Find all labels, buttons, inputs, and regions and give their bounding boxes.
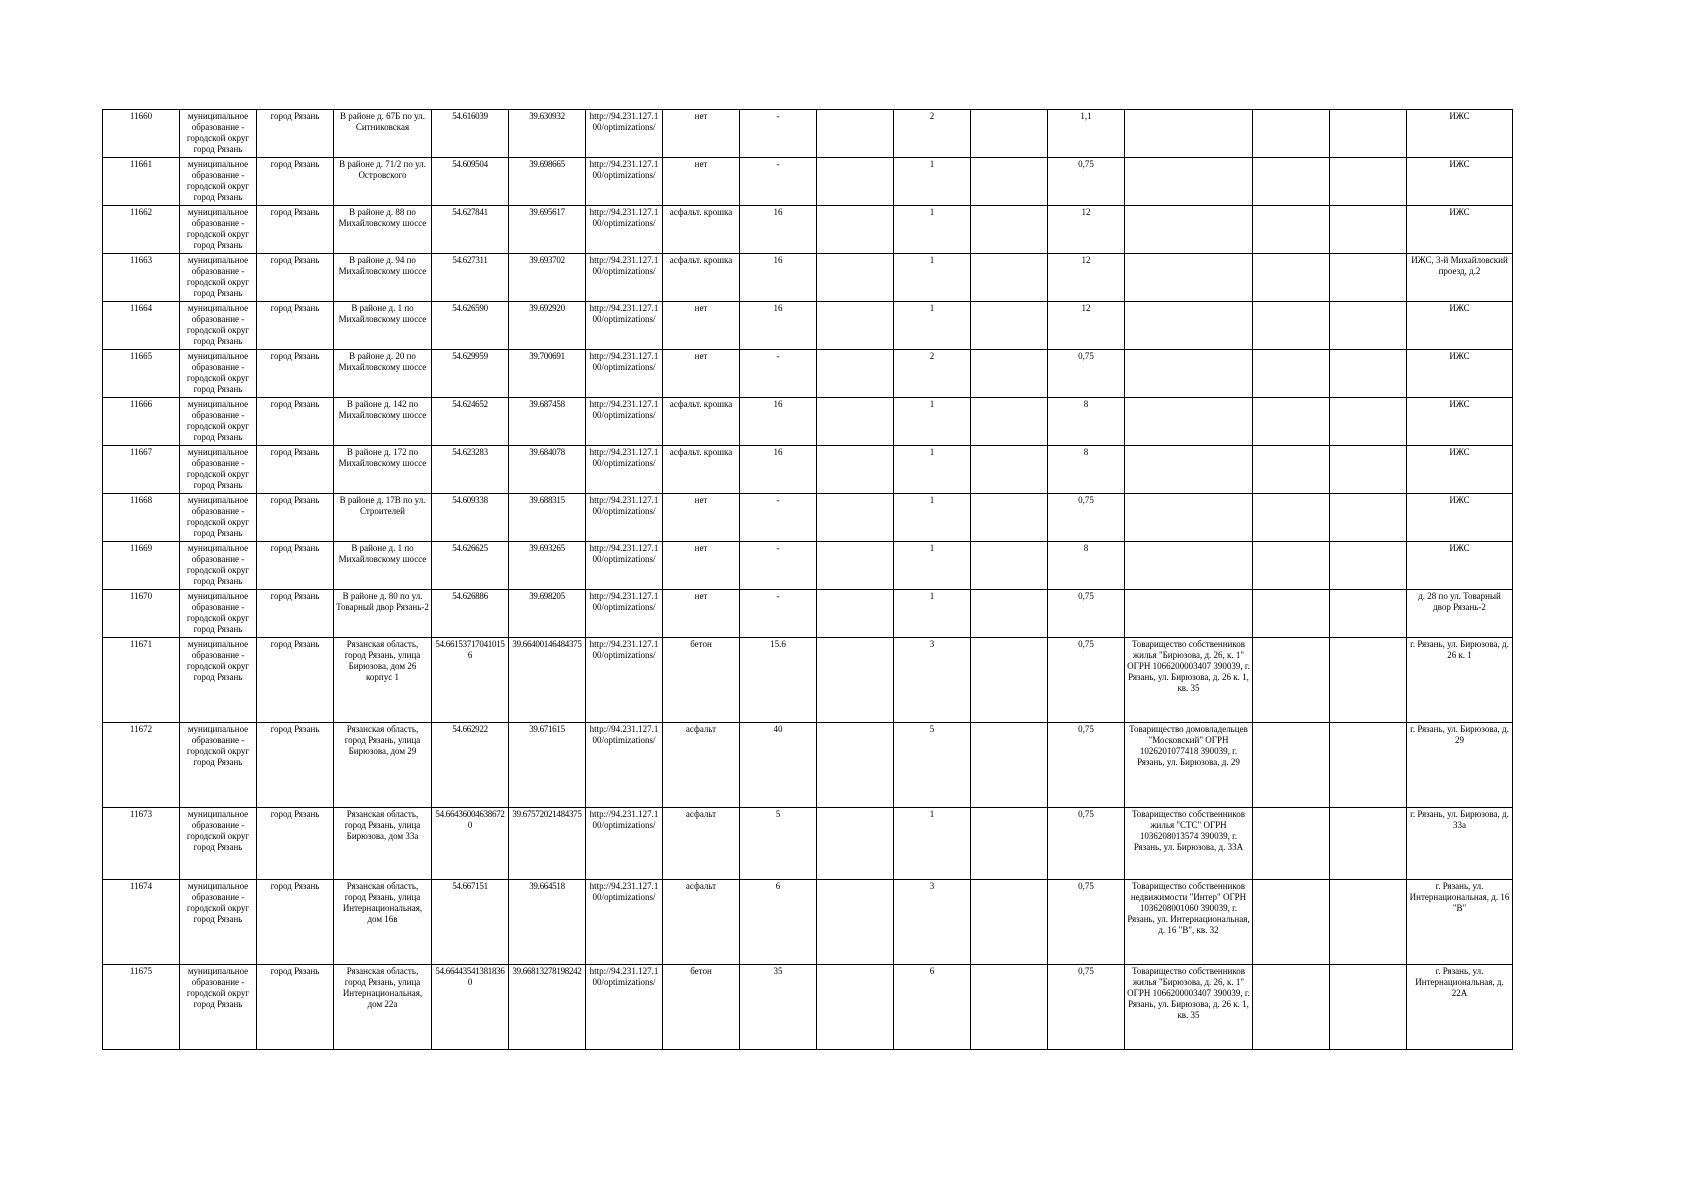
- empty-cell: [1253, 965, 1330, 1050]
- empty-cell: [1253, 350, 1330, 398]
- table-row: [103, 302, 1513, 350]
- surface-cell: нет: [663, 350, 740, 398]
- surface-cell: нет: [663, 110, 740, 158]
- city-cell: город Рязань: [257, 965, 334, 1050]
- area-cell: 6: [740, 880, 817, 965]
- volume-cell: 8: [1048, 542, 1125, 590]
- owner-cell: Товарищество домовладельцев "Московский" ОГРН 1026201077418 390039, г. Рязань, ул. Бирюзова, д. 29: [1125, 723, 1253, 808]
- table-row: [103, 398, 1513, 446]
- longitude-cell: 39.687458: [509, 398, 586, 446]
- waste-source-cell: ИЖС: [1407, 494, 1513, 542]
- volume-cell: 12: [1048, 206, 1125, 254]
- municipality-cell: муниципальное образование - городской округ город Рязань: [180, 723, 257, 808]
- empty-cell: [1330, 446, 1407, 494]
- container-count-cell: 1: [894, 254, 971, 302]
- city-cell: город Рязань: [257, 398, 334, 446]
- surface-cell: бетон: [663, 638, 740, 723]
- empty-cell: [1253, 254, 1330, 302]
- empty-cell: [1253, 446, 1330, 494]
- empty-cell: [817, 494, 894, 542]
- empty-cell: [1253, 542, 1330, 590]
- area-cell: 16: [740, 254, 817, 302]
- row-id: 11673: [103, 808, 180, 880]
- row-id: 11669: [103, 542, 180, 590]
- volume-cell: 0,75: [1048, 880, 1125, 965]
- empty-cell: [1253, 110, 1330, 158]
- area-cell: -: [740, 158, 817, 206]
- area-cell: 16: [740, 398, 817, 446]
- empty-cell: [817, 880, 894, 965]
- longitude-cell: 39.630932: [509, 110, 586, 158]
- map-link-cell: http://94.231.127.100/optimizations/: [586, 880, 663, 965]
- surface-cell: асфальт: [663, 723, 740, 808]
- latitude-cell: 54.626590: [432, 302, 509, 350]
- map-link-cell: http://94.231.127.100/optimizations/: [586, 158, 663, 206]
- row-id: 11674: [103, 880, 180, 965]
- row-id: 11664: [103, 302, 180, 350]
- area-cell: 35: [740, 965, 817, 1050]
- address-cell: Рязанская область, город Рязань, улица Бирюзова, дом 33а: [334, 808, 432, 880]
- map-link-cell: http://94.231.127.100/optimizations/: [586, 542, 663, 590]
- owner-cell: [1125, 158, 1253, 206]
- surface-cell: нет: [663, 542, 740, 590]
- city-cell: город Рязань: [257, 206, 334, 254]
- address-cell: В районе д. 17В по ул. Строителей: [334, 494, 432, 542]
- longitude-cell: 39.66813278198242: [509, 965, 586, 1050]
- volume-cell: 0,75: [1048, 638, 1125, 723]
- container-count-cell: 6: [894, 965, 971, 1050]
- map-link-cell: http://94.231.127.100/optimizations/: [586, 494, 663, 542]
- empty-cell: [1330, 638, 1407, 723]
- table-row: [103, 723, 1513, 808]
- table-row: [103, 808, 1513, 880]
- volume-cell: 1,1: [1048, 110, 1125, 158]
- map-link-cell: http://94.231.127.100/optimizations/: [586, 350, 663, 398]
- table-row: [103, 638, 1513, 723]
- latitude-cell: 54.661537170410156: [432, 638, 509, 723]
- area-cell: -: [740, 110, 817, 158]
- map-link-cell: http://94.231.127.100/optimizations/: [586, 302, 663, 350]
- surface-cell: асфальт. крошка: [663, 398, 740, 446]
- owner-cell: [1125, 302, 1253, 350]
- row-id: 11666: [103, 398, 180, 446]
- map-link-cell: http://94.231.127.100/optimizations/: [586, 398, 663, 446]
- empty-cell: [817, 965, 894, 1050]
- table-row: [103, 880, 1513, 965]
- registry-sheet: [102, 109, 1513, 1050]
- empty-cell: [1253, 302, 1330, 350]
- city-cell: город Рязань: [257, 723, 334, 808]
- municipality-cell: муниципальное образование - городской округ город Рязань: [180, 494, 257, 542]
- empty-cell: [1253, 494, 1330, 542]
- map-link-cell: http://94.231.127.100/optimizations/: [586, 206, 663, 254]
- empty-cell: [971, 494, 1048, 542]
- empty-cell: [1330, 398, 1407, 446]
- volume-cell: 0,75: [1048, 723, 1125, 808]
- longitude-cell: 39.671615: [509, 723, 586, 808]
- longitude-cell: 39.692920: [509, 302, 586, 350]
- empty-cell: [1330, 206, 1407, 254]
- volume-cell: 0,75: [1048, 808, 1125, 880]
- volume-cell: 8: [1048, 398, 1125, 446]
- container-count-cell: 2: [894, 110, 971, 158]
- waste-source-cell: г. Рязань, ул. Интернациональная, д. 16 "В": [1407, 880, 1513, 965]
- longitude-cell: 39.67572021484375: [509, 808, 586, 880]
- city-cell: город Рязань: [257, 638, 334, 723]
- surface-cell: бетон: [663, 965, 740, 1050]
- map-link-cell: http://94.231.127.100/optimizations/: [586, 723, 663, 808]
- container-count-cell: 1: [894, 542, 971, 590]
- longitude-cell: 39.700691: [509, 350, 586, 398]
- waste-source-cell: г. Рязань, ул. Бирюзова, д. 33а: [1407, 808, 1513, 880]
- latitude-cell: 54.616039: [432, 110, 509, 158]
- latitude-cell: 54.623283: [432, 446, 509, 494]
- latitude-cell: 54.667151: [432, 880, 509, 965]
- container-count-cell: 1: [894, 302, 971, 350]
- volume-cell: 0,75: [1048, 590, 1125, 638]
- table-row: [103, 965, 1513, 1050]
- row-id: 11661: [103, 158, 180, 206]
- empty-cell: [1253, 723, 1330, 808]
- empty-cell: [1330, 254, 1407, 302]
- waste-source-cell: ИЖС: [1407, 350, 1513, 398]
- city-cell: город Рязань: [257, 302, 334, 350]
- volume-cell: 0,75: [1048, 965, 1125, 1050]
- empty-cell: [1330, 350, 1407, 398]
- empty-cell: [971, 446, 1048, 494]
- container-count-cell: 5: [894, 723, 971, 808]
- longitude-cell: 39.693702: [509, 254, 586, 302]
- table-row: [103, 350, 1513, 398]
- table-row: [103, 206, 1513, 254]
- city-cell: город Рязань: [257, 494, 334, 542]
- address-cell: В районе д. 94 по Михайловскому шоссе: [334, 254, 432, 302]
- waste-source-cell: ИЖС: [1407, 446, 1513, 494]
- empty-cell: [1253, 158, 1330, 206]
- municipality-cell: муниципальное образование - городской округ город Рязань: [180, 110, 257, 158]
- area-cell: 40: [740, 723, 817, 808]
- address-cell: В районе д. 88 по Михайловскому шоссе: [334, 206, 432, 254]
- empty-cell: [1253, 638, 1330, 723]
- address-cell: Рязанская область, город Рязань, улица Бирюзова, дом 26 корпус 1: [334, 638, 432, 723]
- latitude-cell: 54.629959: [432, 350, 509, 398]
- waste-source-cell: г. Рязань, ул. Интернациональная, д. 22А: [1407, 965, 1513, 1050]
- owner-cell: Товарищество собственников жилья "Бирюзова, д. 26, к. 1" ОГРН 1066200003407 390039, г. Рязань, ул. Бирюзова, д. 26 к. 1, кв. 35: [1125, 965, 1253, 1050]
- latitude-cell: 54.626886: [432, 590, 509, 638]
- waste-source-cell: ИЖС: [1407, 302, 1513, 350]
- empty-cell: [817, 590, 894, 638]
- owner-cell: [1125, 350, 1253, 398]
- waste-source-cell: г. Рязань, ул. Бирюзова, д. 26 к. 1: [1407, 638, 1513, 723]
- address-cell: В районе д. 67Б по ул. Ситниковская: [334, 110, 432, 158]
- surface-cell: нет: [663, 302, 740, 350]
- empty-cell: [817, 158, 894, 206]
- table-row: [103, 158, 1513, 206]
- latitude-cell: 54.662922: [432, 723, 509, 808]
- longitude-cell: 39.693265: [509, 542, 586, 590]
- empty-cell: [971, 350, 1048, 398]
- empty-cell: [971, 542, 1048, 590]
- empty-cell: [817, 808, 894, 880]
- longitude-cell: 39.698665: [509, 158, 586, 206]
- volume-cell: 0,75: [1048, 494, 1125, 542]
- owner-cell: [1125, 590, 1253, 638]
- owner-cell: [1125, 398, 1253, 446]
- empty-cell: [971, 206, 1048, 254]
- map-link-cell: http://94.231.127.100/optimizations/: [586, 446, 663, 494]
- empty-cell: [1330, 494, 1407, 542]
- municipality-cell: муниципальное образование - городской округ город Рязань: [180, 446, 257, 494]
- city-cell: город Рязань: [257, 808, 334, 880]
- row-id: 11662: [103, 206, 180, 254]
- waste-source-cell: ИЖС: [1407, 158, 1513, 206]
- municipality-cell: муниципальное образование - городской округ город Рязань: [180, 638, 257, 723]
- latitude-cell: 54.664435413818360: [432, 965, 509, 1050]
- table-row: [103, 446, 1513, 494]
- empty-cell: [971, 723, 1048, 808]
- owner-cell: [1125, 254, 1253, 302]
- area-cell: 16: [740, 302, 817, 350]
- city-cell: город Рязань: [257, 110, 334, 158]
- map-link-cell: http://94.231.127.100/optimizations/: [586, 590, 663, 638]
- owner-cell: [1125, 542, 1253, 590]
- area-cell: 16: [740, 206, 817, 254]
- municipality-cell: муниципальное образование - городской округ город Рязань: [180, 350, 257, 398]
- city-cell: город Рязань: [257, 542, 334, 590]
- municipality-cell: муниципальное образование - городской округ город Рязань: [180, 158, 257, 206]
- city-cell: город Рязань: [257, 158, 334, 206]
- row-id: 11667: [103, 446, 180, 494]
- surface-cell: нет: [663, 590, 740, 638]
- empty-cell: [817, 446, 894, 494]
- row-id: 11675: [103, 965, 180, 1050]
- address-cell: В районе д. 80 по ул. Товарный двор Рязань-2: [334, 590, 432, 638]
- container-count-cell: 1: [894, 398, 971, 446]
- map-link-cell: http://94.231.127.100/optimizations/: [586, 808, 663, 880]
- waste-source-cell: д. 28 по ул. Товарный двор Рязань-2: [1407, 590, 1513, 638]
- row-id: 11663: [103, 254, 180, 302]
- container-count-cell: 1: [894, 808, 971, 880]
- city-cell: город Рязань: [257, 880, 334, 965]
- empty-cell: [971, 158, 1048, 206]
- map-link-cell: http://94.231.127.100/optimizations/: [586, 638, 663, 723]
- address-cell: Рязанская область, город Рязань, улица Интернациональная, дом 16в: [334, 880, 432, 965]
- owner-cell: [1125, 110, 1253, 158]
- city-cell: город Рязань: [257, 350, 334, 398]
- container-count-cell: 1: [894, 446, 971, 494]
- area-cell: -: [740, 494, 817, 542]
- table-row: [103, 110, 1513, 158]
- waste-source-cell: ИЖС: [1407, 206, 1513, 254]
- surface-cell: асфальт: [663, 808, 740, 880]
- empty-cell: [1253, 880, 1330, 965]
- empty-cell: [971, 254, 1048, 302]
- owner-cell: [1125, 494, 1253, 542]
- surface-cell: нет: [663, 494, 740, 542]
- table-body: [103, 110, 1513, 1050]
- volume-cell: 0,75: [1048, 158, 1125, 206]
- empty-cell: [971, 638, 1048, 723]
- container-count-cell: 3: [894, 638, 971, 723]
- waste-source-cell: ИЖС, 3-й Михайловский проезд, д.2: [1407, 254, 1513, 302]
- area-cell: 5: [740, 808, 817, 880]
- latitude-cell: 54.624652: [432, 398, 509, 446]
- municipality-cell: муниципальное образование - городской округ город Рязань: [180, 542, 257, 590]
- row-id: 11660: [103, 110, 180, 158]
- area-cell: -: [740, 350, 817, 398]
- municipality-cell: муниципальное образование - городской округ город Рязань: [180, 254, 257, 302]
- container-count-cell: 1: [894, 590, 971, 638]
- empty-cell: [1330, 808, 1407, 880]
- owner-cell: [1125, 206, 1253, 254]
- table-row: [103, 590, 1513, 638]
- surface-cell: асфальт. крошка: [663, 254, 740, 302]
- row-id: 11672: [103, 723, 180, 808]
- empty-cell: [1330, 880, 1407, 965]
- municipality-cell: муниципальное образование - городской округ город Рязань: [180, 398, 257, 446]
- address-cell: В районе д. 1 по Михайловскому шоссе: [334, 302, 432, 350]
- owner-cell: Товарищество собственников недвижимости "Интер" ОГРН 1036208001060 390039, г. Рязань, ул. Интернациональная, д. 16 "В", кв. 32: [1125, 880, 1253, 965]
- address-cell: В районе д. 20 по Михайловскому шоссе: [334, 350, 432, 398]
- longitude-cell: 39.66400146484375: [509, 638, 586, 723]
- municipality-cell: муниципальное образование - городской округ город Рязань: [180, 206, 257, 254]
- container-count-cell: 1: [894, 494, 971, 542]
- empty-cell: [1330, 965, 1407, 1050]
- row-id: 11665: [103, 350, 180, 398]
- empty-cell: [817, 110, 894, 158]
- city-cell: город Рязань: [257, 446, 334, 494]
- owner-cell: [1125, 446, 1253, 494]
- empty-cell: [971, 590, 1048, 638]
- empty-cell: [817, 302, 894, 350]
- volume-cell: 12: [1048, 254, 1125, 302]
- surface-cell: нет: [663, 158, 740, 206]
- longitude-cell: 39.695617: [509, 206, 586, 254]
- municipality-cell: муниципальное образование - городской округ город Рязань: [180, 590, 257, 638]
- empty-cell: [971, 302, 1048, 350]
- waste-source-cell: ИЖС: [1407, 398, 1513, 446]
- waste-source-cell: ИЖС: [1407, 542, 1513, 590]
- empty-cell: [817, 350, 894, 398]
- container-count-cell: 1: [894, 206, 971, 254]
- volume-cell: 0,75: [1048, 350, 1125, 398]
- table-row: [103, 542, 1513, 590]
- empty-cell: [817, 638, 894, 723]
- row-id: 11670: [103, 590, 180, 638]
- latitude-cell: 54.627841: [432, 206, 509, 254]
- municipality-cell: муниципальное образование - городской округ город Рязань: [180, 880, 257, 965]
- surface-cell: асфальт. крошка: [663, 206, 740, 254]
- map-link-cell: http://94.231.127.100/optimizations/: [586, 965, 663, 1050]
- city-cell: город Рязань: [257, 254, 334, 302]
- longitude-cell: 39.688315: [509, 494, 586, 542]
- empty-cell: [817, 206, 894, 254]
- volume-cell: 12: [1048, 302, 1125, 350]
- longitude-cell: 39.684078: [509, 446, 586, 494]
- empty-cell: [971, 965, 1048, 1050]
- city-cell: город Рязань: [257, 590, 334, 638]
- empty-cell: [1330, 158, 1407, 206]
- table-row: [103, 254, 1513, 302]
- waste-source-cell: ИЖС: [1407, 110, 1513, 158]
- address-cell: В районе д. 71/2 по ул. Островского: [334, 158, 432, 206]
- area-cell: 16: [740, 446, 817, 494]
- empty-cell: [817, 254, 894, 302]
- container-count-cell: 2: [894, 350, 971, 398]
- empty-cell: [1330, 302, 1407, 350]
- empty-cell: [1253, 206, 1330, 254]
- empty-cell: [1330, 110, 1407, 158]
- empty-cell: [1253, 808, 1330, 880]
- row-id: 11671: [103, 638, 180, 723]
- latitude-cell: 54.626625: [432, 542, 509, 590]
- area-cell: 15.6: [740, 638, 817, 723]
- map-link-cell: http://94.231.127.100/optimizations/: [586, 254, 663, 302]
- owner-cell: Товарищество собственников жилья "Бирюзова, д. 26, к. 1" ОГРН 1066200003407 390039, г. Рязань, ул. Бирюзова, д. 26 к. 1, кв. 35: [1125, 638, 1253, 723]
- municipality-cell: муниципальное образование - городской округ город Рязань: [180, 808, 257, 880]
- latitude-cell: 54.664360046386720: [432, 808, 509, 880]
- empty-cell: [971, 398, 1048, 446]
- address-cell: В районе д. 172 по Михайловскому шоссе: [334, 446, 432, 494]
- address-cell: В районе д. 1 по Михайловскому шоссе: [334, 542, 432, 590]
- owner-cell: Товарищество собственников жилья "СТС" ОГРН 1036208013574 390039, г. Рязань, ул. Бирюзова, д. 33А: [1125, 808, 1253, 880]
- empty-cell: [817, 542, 894, 590]
- area-cell: -: [740, 590, 817, 638]
- surface-cell: асфальт. крошка: [663, 446, 740, 494]
- empty-cell: [1330, 590, 1407, 638]
- empty-cell: [817, 723, 894, 808]
- longitude-cell: 39.664518: [509, 880, 586, 965]
- surface-cell: асфальт: [663, 880, 740, 965]
- container-count-cell: 3: [894, 880, 971, 965]
- latitude-cell: 54.609504: [432, 158, 509, 206]
- empty-cell: [971, 808, 1048, 880]
- address-cell: В районе д. 142 по Михайловскому шоссе: [334, 398, 432, 446]
- row-id: 11668: [103, 494, 180, 542]
- empty-cell: [817, 398, 894, 446]
- longitude-cell: 39.698205: [509, 590, 586, 638]
- empty-cell: [1253, 398, 1330, 446]
- empty-cell: [1330, 723, 1407, 808]
- container-sites-table: [102, 109, 1513, 1050]
- waste-source-cell: г. Рязань, ул. Бирюзова, д. 29: [1407, 723, 1513, 808]
- container-count-cell: 1: [894, 158, 971, 206]
- empty-cell: [971, 110, 1048, 158]
- volume-cell: 8: [1048, 446, 1125, 494]
- latitude-cell: 54.627311: [432, 254, 509, 302]
- address-cell: Рязанская область, город Рязань, улица Интернациональная, дом 22а: [334, 965, 432, 1050]
- area-cell: -: [740, 542, 817, 590]
- latitude-cell: 54.609338: [432, 494, 509, 542]
- table-row: [103, 494, 1513, 542]
- address-cell: Рязанская область, город Рязань, улица Бирюзова, дом 29: [334, 723, 432, 808]
- empty-cell: [1330, 542, 1407, 590]
- empty-cell: [1253, 590, 1330, 638]
- empty-cell: [971, 880, 1048, 965]
- map-link-cell: http://94.231.127.100/optimizations/: [586, 110, 663, 158]
- municipality-cell: муниципальное образование - городской округ город Рязань: [180, 965, 257, 1050]
- municipality-cell: муниципальное образование - городской округ город Рязань: [180, 302, 257, 350]
